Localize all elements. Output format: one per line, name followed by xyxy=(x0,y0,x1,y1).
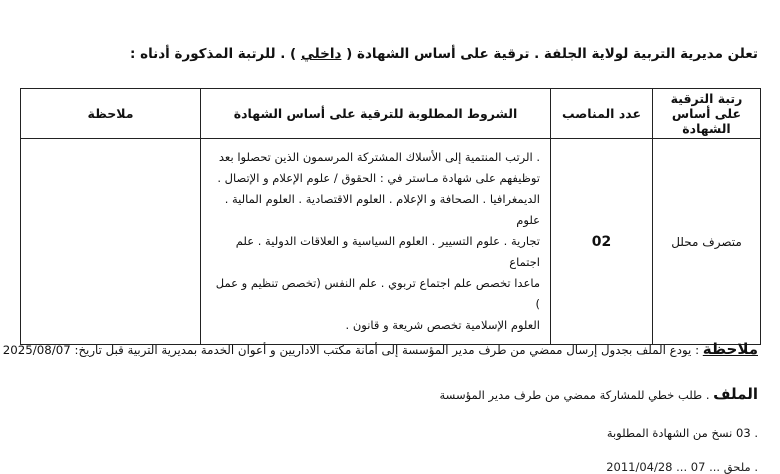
note-paragraph xyxy=(2,340,758,358)
cell-conditions xyxy=(201,139,551,345)
file-item-copies: . 03 نسخ من الشهادة المطلوبة xyxy=(606,426,758,440)
intro-text-after: ) . للرتبة المذكورة أدناه : xyxy=(130,46,297,62)
file-label: الملف xyxy=(713,385,758,403)
table-row xyxy=(21,139,761,345)
condition-line: . الرتب المنتمية إلى الأسلاك المشتركة المرسمون الذين تحصلوا بعد xyxy=(218,150,540,164)
condition-line: الديمغرافيا . الصحافة و الإعلام . العلوم الاقتصادية . العلوم المالية . علوم xyxy=(224,192,540,227)
file-item-request: . طلب خطي للمشاركة ممضي من طرف مدير المؤسسة xyxy=(439,388,710,402)
condition-line: توظيفهم على شهادة مـاستر في : الحقوق / علوم الإعلام و الإتصال . xyxy=(217,171,540,185)
note-label: ملاحظة xyxy=(702,340,758,358)
cell-remark xyxy=(21,139,201,345)
note-text: : يودع الملف بجدول إرسال ممضي من طرف مدير المؤسسة إلى أمانة مكتب الاداريين و أعوان الخدمة بمديرية التربية قبل تاريخ: 2025/08/07 xyxy=(2,343,700,357)
condition-line: العلوم الإسلامية تخصص شريعة و قانون . xyxy=(345,318,540,332)
table-header-row xyxy=(21,89,761,139)
file-section xyxy=(20,385,758,403)
intro-text-before: تعلن مديرية التربية لولاية الجلفة . ترقية على أساس الشهادة ( xyxy=(346,46,758,62)
cell-rank: متصرف محلل xyxy=(653,139,761,345)
header-conditions: الشروط المطلوبة للترقية على أساس الشهادة xyxy=(201,89,551,139)
condition-line: تجارية . علوم التسيير . العلوم السياسية و العلاقات الدولية . علم اجتماع xyxy=(235,234,540,269)
promotion-table xyxy=(20,88,761,345)
intro-internal-word: داخلي xyxy=(300,46,342,62)
header-remark: ملاحظة xyxy=(21,89,201,139)
header-rank: رتبة الترقية على أساس الشهادة xyxy=(653,89,761,139)
announcement-intro xyxy=(20,46,758,62)
header-positions: عدد المناصب xyxy=(551,89,653,139)
cut-off-line: . ملحق ... 07 ... 2011/04/28 xyxy=(606,460,758,474)
cell-positions: 02 xyxy=(551,139,653,345)
condition-line: ماعدا تخصص علم اجتماع تربوي . علم النفس (تخصص تنظيم و عمل ) xyxy=(215,276,540,311)
